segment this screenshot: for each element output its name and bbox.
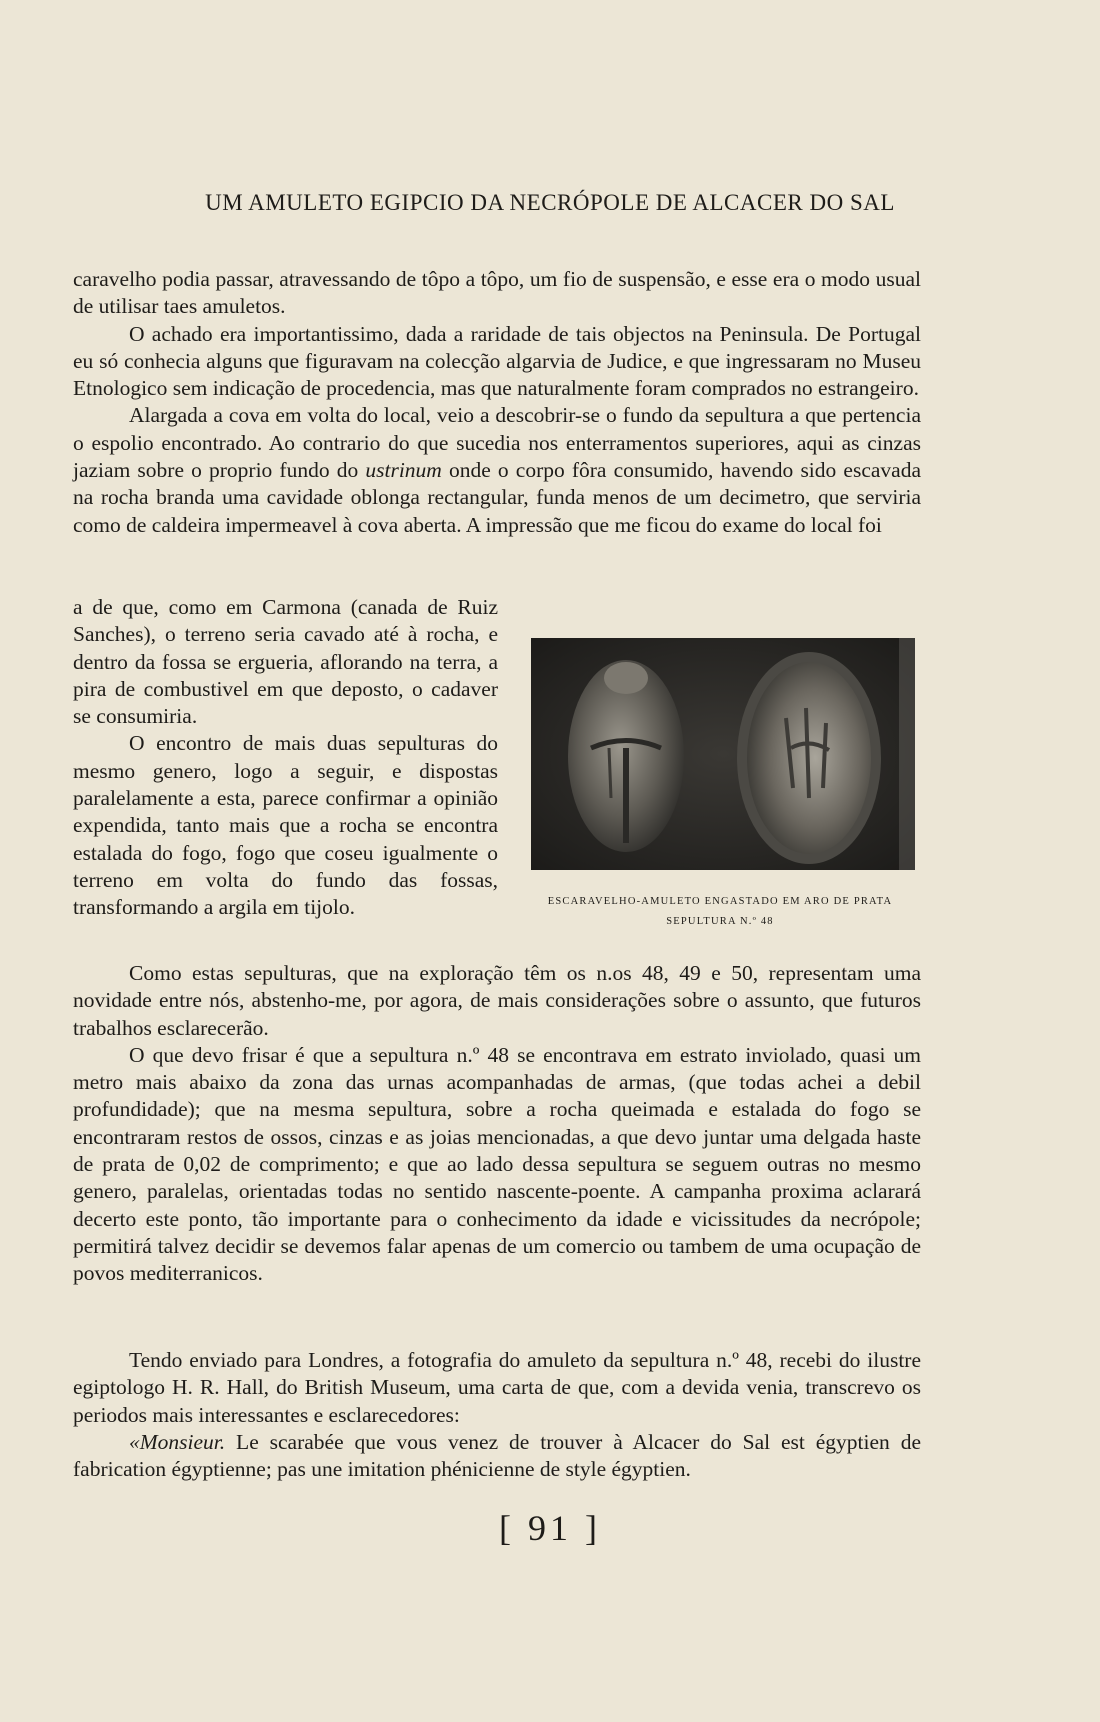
paragraph-text: Alargada a cova em volta do local, veio a descobrir-se o fundo da sepultura a que pertencia o espolio encontrado. Ao contrario do que sucedia nos enterramentos superiores, aqui as cinzas jaziam sobre o proprio fundo do xyxy=(73,403,921,483)
latin-term: ustrinum xyxy=(365,458,442,483)
paragraph xyxy=(73,1429,921,1484)
paragraph-text: Le scarabée que vous venez de trouver à Alcacer do Sal est égyptien de fabrication égyptienne; pas une imitation phénicienne de style égyptien. xyxy=(73,1429,921,1482)
scarab-photograph xyxy=(531,638,915,870)
caption-line: ESCARAVELHO-AMULETO ENGASTADO EM ARO DE PRATA xyxy=(547,896,893,907)
paragraph: Tendo enviado para Londres, a fotografia do amuleto da sepultura n.º 48, recebi do ilustre egiptologo H. R. Hall, do British Museum, uma carta de que, com a devida venia, transcrevo os periodos mais interessantes e esclarecedores: xyxy=(73,1348,921,1427)
paragraph: a de que, como em Carmona (canada de Ruiz Sanches), o terreno seria cavado até à rocha, e dentro da fossa se ergueria, aflorando na terra, a pira de combustivel em que deposto, o cadaver se consumiria. xyxy=(73,595,498,729)
scarab-photo-illustration xyxy=(531,638,915,870)
text-block-beside-figure xyxy=(73,594,498,922)
text-block-letter xyxy=(73,1347,921,1483)
running-header: UM AMULETO EGIPCIO DA NECRÓPOLE DE ALCACER DO SAL xyxy=(205,190,895,215)
paragraph: Como estas sepulturas, que na exploração têm os n.os 48, 49 e 50, representam uma novidade entre nós, abstenho-me, por agora, de mais considerações sobre o assunto, que futuros trabalhos esclarecerão. xyxy=(73,961,921,1040)
paragraph xyxy=(73,402,921,538)
paragraph-text: onde o corpo fôra consumido, havendo sido escavada na rocha branda uma cavidade oblonga rectangular, funda menos de um decimetro, que serviria como de caldeira impermeavel à cova aberta. A impressão que me ficou do exame do local foi xyxy=(73,458,921,537)
page-number: [ 91 ] xyxy=(499,1508,601,1548)
paragraph: O achado era importantissimo, dada a raridade de tais objectos na Peninsula. De Portugal eu só conhecia alguns que figuravam na colecção algarvia de Judice, e que ingressaram no Museu Etnologico sem indicação de procedencia, mas que naturalmente foram comprados no estrangeiro. xyxy=(73,321,921,401)
text-block-lower xyxy=(73,960,921,1288)
text-block-upper xyxy=(73,266,921,539)
paragraph: O que devo frisar é que a sepultura n.º 48 se encontrava em estrato inviolado, quasi um metro mais abaixo da zona das urnas acompanhadas de armas, (que todas achei a debil profundidade); que na mesma sepultura, sobre a rocha queimada e estalada do fogo se encontraram restos de ossos, cinzas e as joias mencionadas, a que devo juntar uma delgada haste de prata de 0,02 de comprimento; e que ao lado dessa sepultura se seguem outras no mesmo genero, paralelas, orientadas todas no sentido nascente-poente. A campanha proxima aclarará decerto este ponto, tão importante para o conhecimento da idade e vicissitudes da necrópole; permitirá talvez decidir se devemos falar apenas de um comercio ou tambem de uma ocupação de povos mediterranicos. xyxy=(73,1042,921,1286)
salutation: «Monsieur. xyxy=(129,1429,226,1454)
caption-line: SEPULTURA N.º 48 xyxy=(666,916,774,927)
figure-caption xyxy=(520,892,920,932)
paragraph: caravelho podia passar, atravessando de tôpo a tôpo, um fio de suspensão, e esse era o modo usual de utilisar taes amuletos. xyxy=(73,267,921,319)
paragraph: O encontro de mais duas sepulturas do mesmo genero, logo a seguir, e dispostas paralelamente a esta, parece confirmar a opinião expendida, tanto mais que a rocha se encontra estalada do fogo, fogo que coseu igualmente o terreno em volta do fundo das fossas, transformando a argila em tijolo. xyxy=(73,731,498,920)
